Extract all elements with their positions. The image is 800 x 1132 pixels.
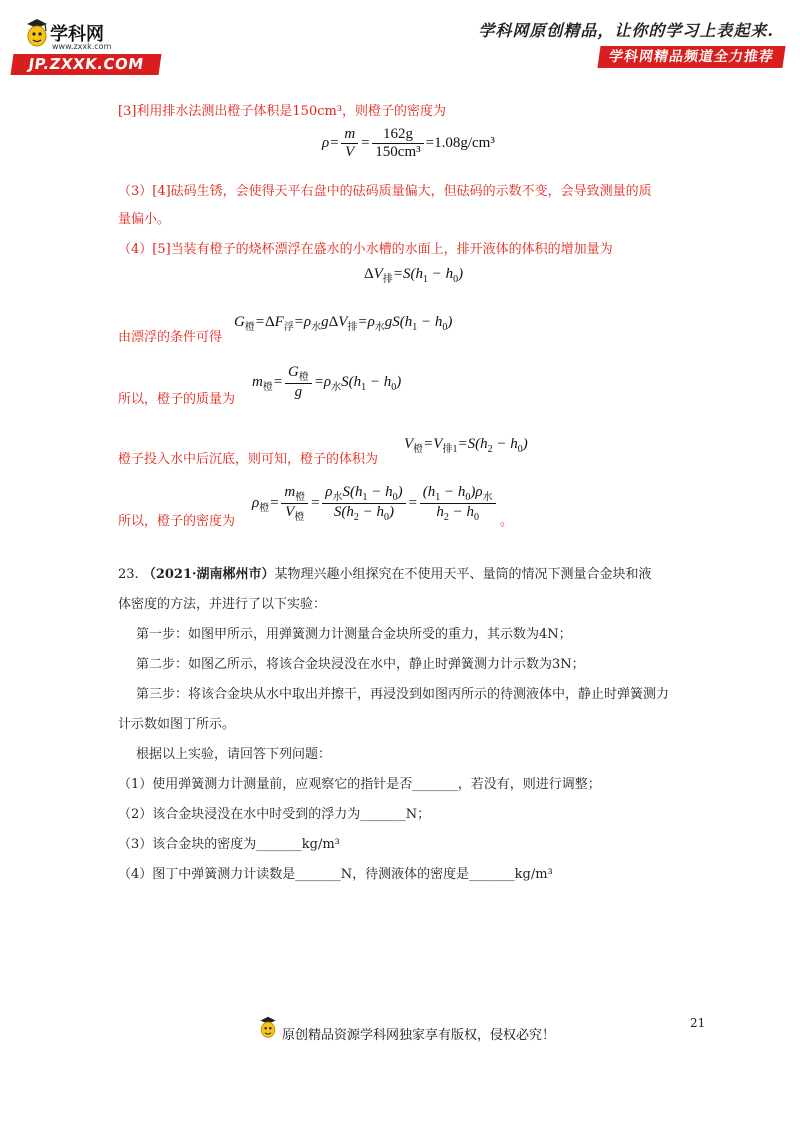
density-formula-1: ρ= $\frac{m}{V}$ = $\frac{162g}{\text{150cm³}}$ =1.08g/cm³ [322,126,495,160]
denominator-150cm3: 150cm³ [375,144,421,160]
question-intro-a: 某物理兴趣小组探究在不使用天平、量筒的情况下测量合金块和液 [274,567,652,582]
density-result: =1.08g/cm³ [425,134,495,151]
density-label: 所以，橙子的密度为 [118,514,236,529]
solution-line-5: （4）[5]当装有橙子的烧杯漂浮在盛水的小水槽的水面上，排开液体的体积的增加量为 [118,242,613,257]
end-mark: 。 [500,514,514,529]
question-source: （2021·湖南郴州市） [142,567,275,582]
solution-line-3: [3]利用排水法测出橙子体积是150cm³，则橙子的密度为 [118,104,447,119]
step-1: 第一步：如图甲所示，用弹簧测力计测量合金块所受的重力，其示数为4N； [136,627,572,642]
solution-line-4a: （3）[4]砝码生锈，会使得天平右盘中的砝码质量偏大，但砝码的示数不变，会导致测量的质 [118,184,652,199]
volume-formula: $V_橙=V_{排1}=S(h_2 - h_0)$ [404,436,528,455]
channel-banner: 学科网精品频道全力推荐 [597,46,785,68]
mass-formula: $m_橙=$ $\frac{G_橙}{g}$ $=\rho_水S(h_1 - h_0)$ [252,364,402,400]
question-header [118,563,652,582]
density-formula-2: $\rho_橙=$ $\frac{m_橙}{V_橙}$ = $\frac{\rho_水S(h_1 - h_0)}{S(h_2 - h_0)}$ = $\frac{(h_1 - h_0)\rho_水}{h_2 - h_0}$ [252,484,498,523]
mascot-icon [24,18,50,52]
mass-label: 所以，橙子的质量为 [118,392,236,407]
step-3b: 计示数如图丁所示。 [118,717,236,732]
question-number: 23. [118,567,139,582]
sub-question-4: （4）图丁中弹簧测力计读数是_______N，待测液体的密度是_______kg/m³ [118,867,553,882]
header-slogan: 学科网原创精品，让你的学习上表起来. [478,21,774,40]
float-condition-formula: $G_橙=\Delta F_浮=\rho_水g\Delta V_排=\rho_水gS(h_1 - h_0)$ [234,314,453,333]
sub-question-1: （1）使用弹簧测力计测量前，应观察它的指针是否_______，若没有，则进行调整； [118,777,601,792]
logo-text: 学科网 [50,24,104,45]
question-prompt: 根据以上实验，请回答下列问题： [136,747,332,762]
page-number: 21 [690,1016,706,1030]
footer-mascot-icon [258,1016,278,1046]
logo-small-url: www.zxxk.com [52,42,112,51]
footer-copyright: 原创精品资源学科网独家享有版权，侵权必究！ [282,1028,556,1043]
delta-volume-formula: $\Delta V_排=S(h_1 - h_0)$ [364,266,464,285]
solution-line-4b: 量偏小。 [118,212,171,227]
step-2: 第二步：如图乙所示，将该合金块浸没在水中，静止时弹簧测力计示数为3N； [136,657,585,672]
question-intro-b: 体密度的方法，并进行了以下实验： [118,597,327,612]
sub-question-3: （3）该合金块的密度为_______kg/m³ [118,837,340,852]
float-condition-label: 由漂浮的条件可得 [118,330,223,345]
step-3a: 第三步：将该合金块从水中取出并擦干，再浸没到如图丙所示的待测液体中，静止时弹簧测力 [136,687,670,702]
numerator-162g: 162g [372,126,423,144]
logo-domain: JP.ZXXK.COM [11,54,162,75]
site-logo[interactable] [12,14,162,76]
volume-label: 橙子投入水中后沉底，则可知，橙子的体积为 [118,452,379,467]
sub-question-2: （2）该合金块浸没在水中时受到的浮力为_______N； [118,807,431,822]
